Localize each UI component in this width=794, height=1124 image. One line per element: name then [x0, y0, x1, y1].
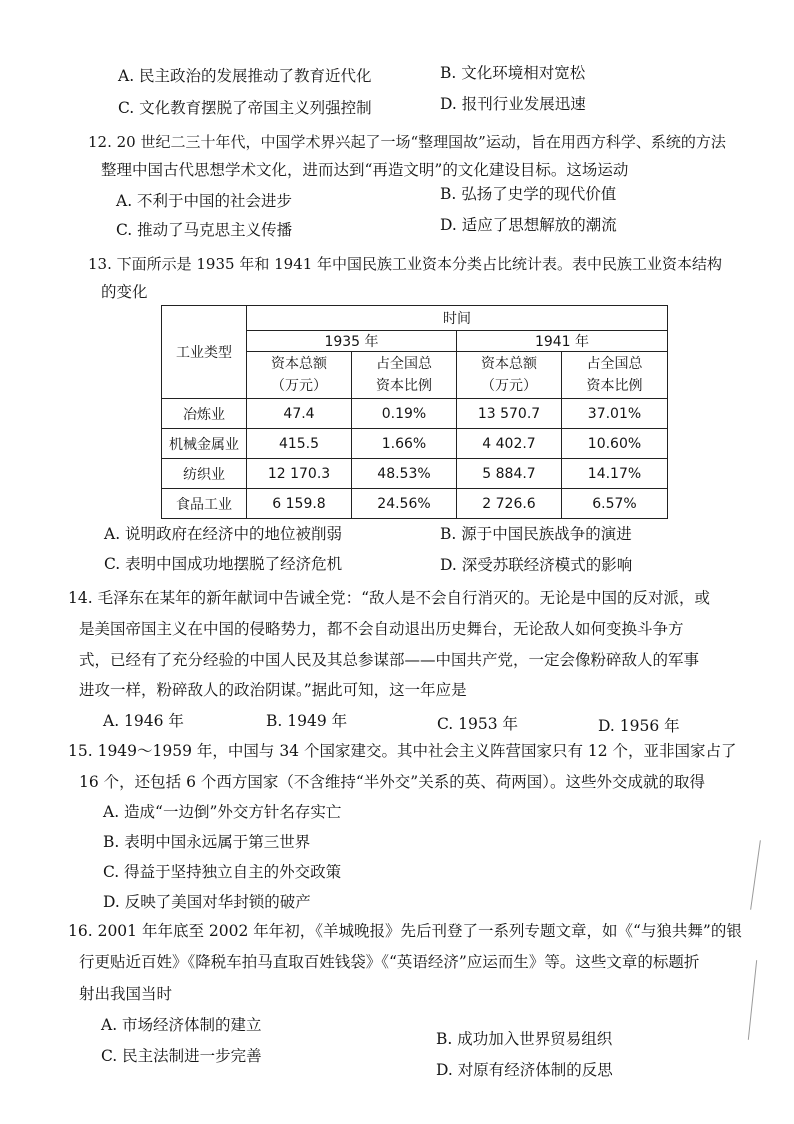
- header-total-capital-1941: 资本总额 （万元）: [457, 352, 562, 399]
- q11-option-c: C. 文化教育摆脱了帝国主义列强控制: [118, 99, 372, 117]
- q16-stem-line-2: 行更贴近百姓》《降税车拍马直取百姓钱袋》《“英语经济”应运而生》等。这些文章的标题折: [79, 953, 700, 971]
- q15-option-a: A. 造成“一边倒”外交方针名存实亡: [103, 803, 342, 821]
- capital-1935: 6 159.8: [247, 489, 352, 519]
- q16-stem-line-3: 射出我国当时: [79, 985, 173, 1003]
- q12-stem-line-2: 整理中国古代思想学术文化，进而达到“再造文明”的文化建设目标。这场运动: [101, 161, 629, 179]
- share-1941: 14.17%: [562, 459, 668, 489]
- industry-name: 冶炼业: [162, 399, 247, 429]
- q12-stem-line-1: 12. 20 世纪二三十年代，中国学术界兴起了一场“整理国故”运动，旨在用西方科学、系统的方法: [88, 133, 726, 151]
- table-row: [162, 429, 668, 459]
- header-year-1941: 1941 年: [457, 331, 668, 352]
- share-1935: 24.56%: [352, 489, 457, 519]
- q15-stem-line-1: 15. 1949～1959 年，中国与 34 个国家建交。其中社会主义阵营国家只有 12 个，亚非国家占了: [68, 742, 737, 760]
- q13-stem-line-2: 的变化: [101, 283, 148, 301]
- header-year-1935: 1935 年: [247, 331, 457, 352]
- capital-1935: 415.5: [247, 429, 352, 459]
- capital-1941: 5 884.7: [457, 459, 562, 489]
- header-share-1935: 占全国总 资本比例: [352, 352, 457, 399]
- q14-stem-line-1: 14. 毛泽东在某年的新年献词中告诫全党：“敌人是不会自行消灭的。无论是中国的反对派，或: [68, 589, 711, 607]
- q14-stem-line-2: 是美国帝国主义在中国的侵略势力，都不会自动退出历史舞台，无论敌人如何变换斗争方: [79, 620, 684, 638]
- header-time: 时间: [247, 306, 668, 331]
- scan-edge-mark: [750, 840, 761, 909]
- q15-option-b: B. 表明中国永远属于第三世界: [103, 833, 311, 851]
- capital-1935: 47.4: [247, 399, 352, 429]
- header-industry-type: 工业类型: [162, 306, 247, 399]
- q12-option-b: B. 弘扬了史学的现代价值: [440, 185, 617, 203]
- share-1935: 0.19%: [352, 399, 457, 429]
- q14-stem-line-3: 式，已经有了充分经验的中国人民及其总参谋部——中国共产党，一定会像粉碎敌人的军事: [79, 651, 700, 669]
- q16-option-a: A. 市场经济体制的建立: [101, 1016, 262, 1034]
- q15-option-d: D. 反映了美国对华封锁的破产: [103, 893, 311, 911]
- q16-option-b: B. 成功加入世界贸易组织: [436, 1030, 613, 1048]
- q12-option-a: A. 不利于中国的社会进步: [116, 192, 293, 210]
- q16-option-d: D. 对原有经济体制的反思: [436, 1061, 613, 1079]
- q13-option-a: A. 说明政府在经济中的地位被削弱: [104, 525, 343, 543]
- q15-stem-line-2: 16 个，还包括 6 个西方国家（不含维持“半外交”关系的英、荷两国）。这些外交成就的取得: [79, 773, 705, 791]
- q11-option-d: D. 报刊行业发展迅速: [440, 95, 586, 113]
- capital-statistics-table: [161, 305, 668, 519]
- capital-1941: 4 402.7: [457, 429, 562, 459]
- q14-option-b: B. 1949 年: [266, 712, 348, 730]
- industry-name: 食品工业: [162, 489, 247, 519]
- q13-option-d: D. 深受苏联经济模式的影响: [440, 556, 633, 574]
- q12-option-c: C. 推动了马克思主义传播: [116, 221, 293, 239]
- q11-option-a: A. 民主政治的发展推动了教育近代化: [118, 67, 372, 85]
- q14-option-c: C. 1953 年: [437, 715, 519, 733]
- q14-stem-line-4: 进攻一样，粉碎敌人的政治阴谋。”据此可知，这一年应是: [79, 681, 467, 699]
- capital-1935: 12 170.3: [247, 459, 352, 489]
- header-share-1941: 占全国总 资本比例: [562, 352, 668, 399]
- q16-option-c: C. 民主法制进一步完善: [101, 1047, 262, 1065]
- q16-stem-line-1: 16. 2001 年年底至 2002 年年初，《羊城晚报》先后刊登了一系列专题文章，如《“与狼共舞”的银: [68, 922, 742, 940]
- capital-1941: 13 570.7: [457, 399, 562, 429]
- scan-edge-mark: [748, 960, 757, 1040]
- industry-name: 机械金属业: [162, 429, 247, 459]
- q15-option-c: C. 得益于坚持独立自主的外交政策: [103, 863, 342, 881]
- share-1935: 1.66%: [352, 429, 457, 459]
- q13-option-c: C. 表明中国成功地摆脱了经济危机: [104, 555, 343, 573]
- q14-option-d: D. 1956 年: [598, 717, 680, 735]
- table-row: [162, 399, 668, 429]
- header-total-capital-1935: 资本总额 （万元）: [247, 352, 352, 399]
- share-1935: 48.53%: [352, 459, 457, 489]
- q14-option-a: A. 1946 年: [103, 712, 184, 730]
- table-row: [162, 459, 668, 489]
- q13-stem-line-1: 13. 下面所示是 1935 年和 1941 年中国民族工业资本分类占比统计表。表中民族工业资本结构: [88, 255, 723, 273]
- q13-option-b: B. 源于中国民族战争的演进: [440, 525, 632, 543]
- capital-1941: 2 726.6: [457, 489, 562, 519]
- q11-option-b: B. 文化环境相对宽松: [440, 64, 586, 82]
- share-1941: 10.60%: [562, 429, 668, 459]
- q12-option-d: D. 适应了思想解放的潮流: [440, 216, 617, 234]
- industry-name: 纺织业: [162, 459, 247, 489]
- share-1941: 6.57%: [562, 489, 668, 519]
- share-1941: 37.01%: [562, 399, 668, 429]
- table-row: [162, 489, 668, 519]
